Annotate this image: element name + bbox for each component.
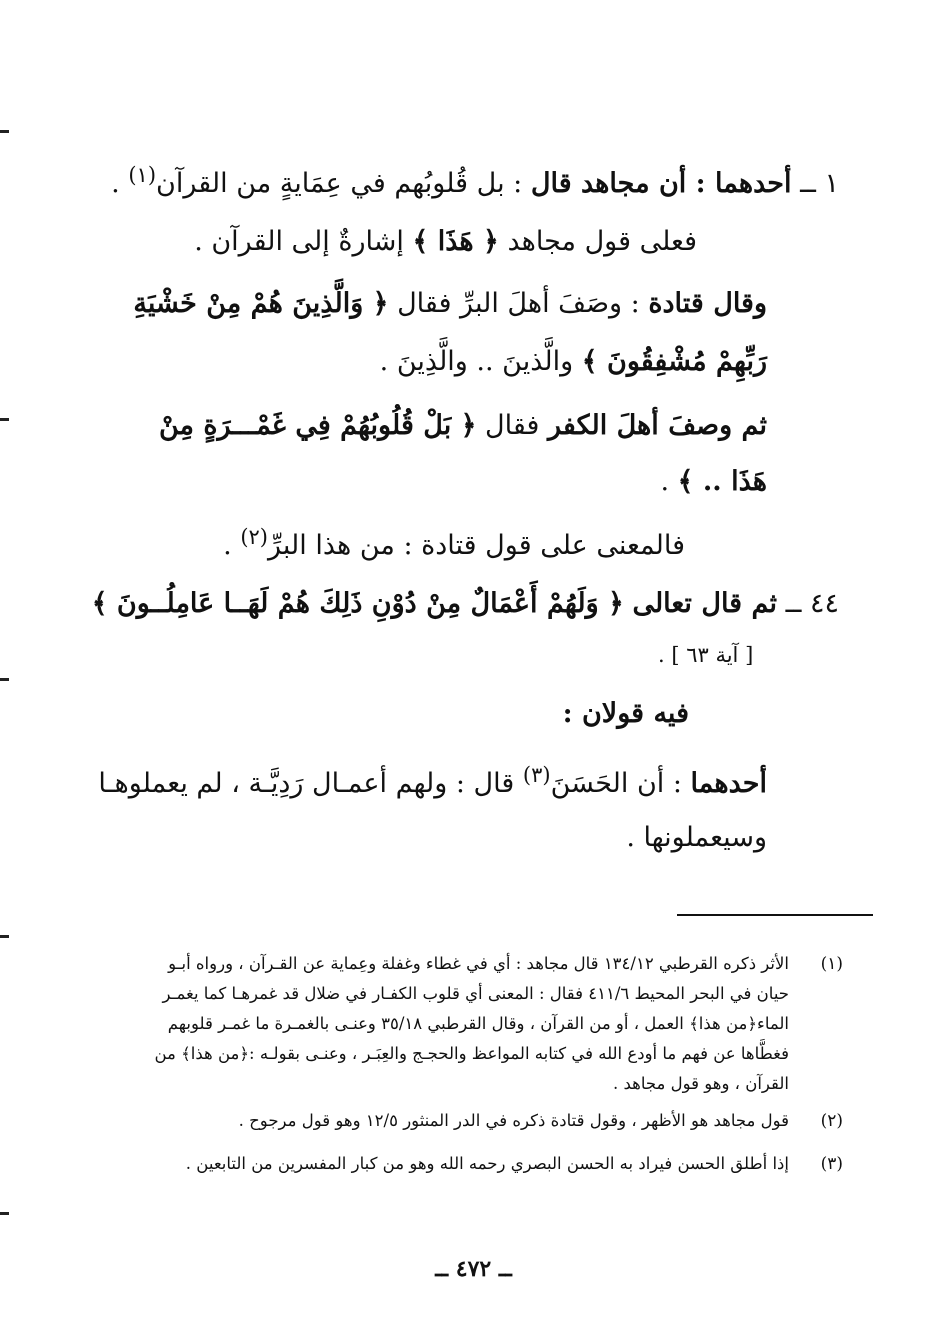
text-run: : أن الحَسَنَ [550,768,691,799]
paragraph-8 [98,760,767,804]
bold-phrase: أحدهما : أن مجاهد قال [530,168,792,199]
text-run: . [111,168,129,199]
text-run: والَّذينَ .. والَّذِينَ . [379,346,582,377]
quran-quote: ﴿ هَذَا ﴾ [412,226,499,257]
paragraph-6 [92,584,839,624]
bold-phrase: ثم قال تعالى [632,588,777,619]
footnote-number: (٣) [820,1154,843,1174]
text-run: . [223,530,241,561]
paragraph-4 [159,406,767,446]
text-run: : وصَفَ أهلَ البرِّ فقال [388,288,649,319]
footnote-1-line-1: الأثر ذكره القرطبي ١٣٤/١٢ قال مجاهد : أي في غطاء وغفلة وعِماية عن القـرآن ، ورواه أبـو [168,954,789,973]
text-run: [ آية ٦٣ ] . [658,643,754,667]
quran-quote: ﴿ وَلَهُمْ أَعْمَالٌ مِنْ دُوْنِ ذَلِكَ هُمْ لَهَــا عَامِلُــونَ ﴾ [91,588,624,619]
bold-phrase: ثم وصفَ أهلَ الكفر [548,410,767,441]
text-run: وسيعملونها . [626,822,767,853]
margin-mark [0,130,9,133]
text-run: : بل قُلوبُهم في عِمَايةٍ من القرآن [156,168,531,199]
paragraph-8-cont [626,818,767,858]
footnote-ref: (٣) [522,763,551,787]
footnote-2-line-1: قول مجاهد هو الأظهر ، وقول قتادة ذكره في الدر المنثور ١٢/٥ وهو قول مرجوح . [238,1111,789,1130]
paragraph-3-cont [380,342,767,382]
footnote-separator [677,914,873,916]
margin-mark [0,678,9,681]
margin-mark [0,1212,9,1215]
page-number: ــ ٤٧٢ ــ [435,1256,512,1282]
footnote-1-line-3: الماء﴿من هذا﴾ العمل ، أو من القرآن ، وقال القرطبي ٣٥/١٨ وعنـى بالغمـرة ما غمـر قلوبهم [167,1014,789,1033]
quran-quote: هَذَا .. ﴾ [677,466,767,497]
margin-mark [0,418,9,421]
text-run: . [660,466,678,497]
text-run: فعلى قول مجاهد [507,226,697,257]
paragraph-5 [223,522,685,566]
verse-reference [658,640,753,670]
quran-quote: ﴿ بَلْ قُلُوبُهُمْ فِي غَمْـــرَةٍ مِنْ [159,410,477,441]
bold-phrase: أحدهما [690,768,767,799]
footnote-3-line-1: إذا أطلق الحسن فيراد به الحسن البصري رحمه الله وهو من كبار المفسرين من التابعين . [185,1154,789,1173]
quran-quote: رَبِّهِمْ مُشْفِقُونَ ﴾ [581,346,767,377]
margin-mark [0,935,9,938]
text-run: قال : ولهم أعمـال رَدِيَّـة ، لم يعملوهـا [98,768,523,799]
paragraph-1 [111,160,839,204]
text-run: إشارةٌ إلى القرآن . [194,226,404,257]
bold-phrase: وقال قتادة [648,288,767,319]
footnote-number: (٢) [820,1111,843,1131]
paragraph-4-cont [660,462,767,502]
bold-phrase: فيه قولان : [562,698,689,729]
text-run: فقال [476,410,549,441]
footnote-1-line-5: القرآن ، وهو قول مجاهد . [612,1074,789,1093]
footnote-ref: (١) [128,163,157,187]
text-run: فالمعنى على قول قتادة : من هذا البرِّ [268,530,685,561]
paragraph-3 [133,284,767,324]
item-number: ٤٤ ــ [785,588,839,619]
item-number: ١ ــ [800,168,839,199]
subheading [563,694,689,734]
quran-quote: ﴿ وَالَّذِينَ هُمْ مِنْ خَشْيَةِ [133,288,389,319]
footnote-number: (١) [820,954,843,974]
footnote-ref: (٢) [240,525,268,549]
footnote-1-line-4: فغطَّاها عن فهم ما أودع الله في كتابه المواعظ والحجـج والعِبَـر ، وعنـى بقولـه :﴿من هذا﴾ من [154,1044,789,1063]
paragraph-2 [194,222,697,262]
footnote-1-line-2: حيان في البحر المحيط ٤١١/٦ فقال : المعنى أي قلوب الكفـار في ضلال قد غمرهـا كما يغمـر [162,984,789,1003]
